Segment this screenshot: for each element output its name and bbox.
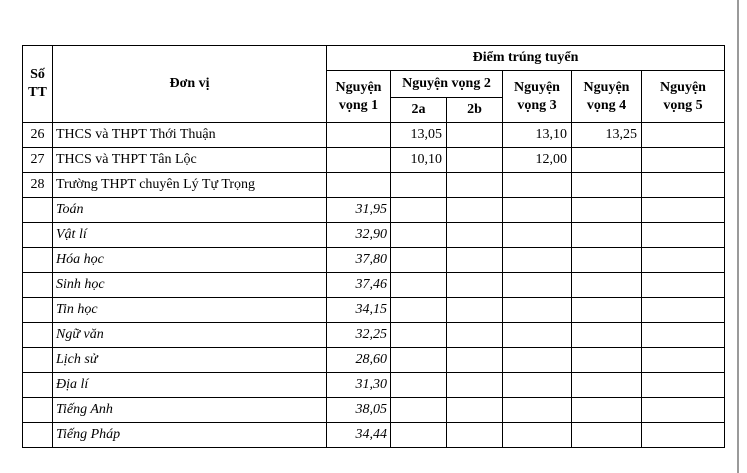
row-nv4: 13,25 bbox=[572, 123, 642, 148]
subject-row bbox=[23, 273, 725, 298]
subject-row bbox=[23, 348, 725, 373]
subject-name: Toán bbox=[53, 198, 327, 223]
row-stt-empty bbox=[23, 423, 53, 448]
row-stt-empty bbox=[23, 198, 53, 223]
page-edge bbox=[737, 0, 739, 473]
row-stt-empty bbox=[23, 398, 53, 423]
subject-nv1: 34,44 bbox=[327, 423, 391, 448]
row-stt: 28 bbox=[23, 173, 53, 198]
header-nv3: Nguyện vọng 3 bbox=[503, 71, 572, 123]
subject-name: Tiếng Anh bbox=[53, 398, 327, 423]
row-stt-empty bbox=[23, 223, 53, 248]
table-row bbox=[23, 148, 725, 173]
header-score: Điểm trúng tuyển bbox=[327, 46, 725, 71]
row-stt-empty bbox=[23, 273, 53, 298]
subject-row bbox=[23, 423, 725, 448]
subject-row bbox=[23, 298, 725, 323]
header-stt-line2: TT bbox=[28, 85, 47, 100]
subject-name: Tin học bbox=[53, 298, 327, 323]
subject-name: Địa lí bbox=[53, 373, 327, 398]
row-nv5 bbox=[642, 148, 725, 173]
subject-row bbox=[23, 198, 725, 223]
row-nv4 bbox=[572, 148, 642, 173]
row-stt-empty bbox=[23, 298, 53, 323]
row-stt-empty bbox=[23, 373, 53, 398]
row-stt: 27 bbox=[23, 148, 53, 173]
row-stt: 26 bbox=[23, 123, 53, 148]
subject-name: Tiếng Pháp bbox=[53, 423, 327, 448]
row-stt-empty bbox=[23, 248, 53, 273]
subject-row bbox=[23, 223, 725, 248]
row-nv3 bbox=[503, 173, 572, 198]
header-unit: Đơn vị bbox=[53, 46, 327, 123]
subject-name: Lịch sử bbox=[53, 348, 327, 373]
row-nv1 bbox=[327, 148, 391, 173]
row-nv1 bbox=[327, 173, 391, 198]
subject-name: Vật lí bbox=[53, 223, 327, 248]
header-nv2a: 2a bbox=[391, 98, 447, 123]
subject-nv1: 37,80 bbox=[327, 248, 391, 273]
header-nv5: Nguyện vọng 5 bbox=[642, 71, 725, 123]
header-row-1 bbox=[23, 46, 725, 71]
row-nv2b bbox=[447, 173, 503, 198]
row-nv2a bbox=[391, 173, 447, 198]
row-nv2b bbox=[447, 123, 503, 148]
admission-score-table bbox=[22, 45, 725, 448]
row-unit-name: THCS và THPT Thới Thuận bbox=[53, 123, 327, 148]
row-nv2a: 10,10 bbox=[391, 148, 447, 173]
row-unit-name: THCS và THPT Tân Lộc bbox=[53, 148, 327, 173]
subject-nv1: 37,46 bbox=[327, 273, 391, 298]
header-nv2b: 2b bbox=[447, 98, 503, 123]
header-nv4: Nguyện vọng 4 bbox=[572, 71, 642, 123]
row-stt-empty bbox=[23, 348, 53, 373]
subject-row bbox=[23, 323, 725, 348]
row-nv3: 12,00 bbox=[503, 148, 572, 173]
subject-nv1: 34,15 bbox=[327, 298, 391, 323]
row-nv3: 13,10 bbox=[503, 123, 572, 148]
row-stt-empty bbox=[23, 323, 53, 348]
row-unit-name: Trường THPT chuyên Lý Tự Trọng bbox=[53, 173, 327, 198]
subject-row bbox=[23, 398, 725, 423]
subject-nv1: 32,90 bbox=[327, 223, 391, 248]
table-row bbox=[23, 123, 725, 148]
row-nv2b bbox=[447, 148, 503, 173]
table-row bbox=[23, 173, 725, 198]
subject-row bbox=[23, 373, 725, 398]
subject-nv1: 38,05 bbox=[327, 398, 391, 423]
subject-name: Sinh học bbox=[53, 273, 327, 298]
subject-nv1: 28,60 bbox=[327, 348, 391, 373]
header-stt-line1: Số bbox=[30, 67, 45, 82]
header-nv2: Nguyện vọng 2 bbox=[391, 71, 503, 98]
row-nv5 bbox=[642, 173, 725, 198]
header-stt bbox=[23, 46, 53, 123]
subject-nv1: 31,95 bbox=[327, 198, 391, 223]
subject-nv1: 31,30 bbox=[327, 373, 391, 398]
subject-name: Ngữ văn bbox=[53, 323, 327, 348]
row-nv2a: 13,05 bbox=[391, 123, 447, 148]
subject-nv1: 32,25 bbox=[327, 323, 391, 348]
row-nv5 bbox=[642, 123, 725, 148]
row-nv4 bbox=[572, 173, 642, 198]
row-nv1 bbox=[327, 123, 391, 148]
subject-row bbox=[23, 248, 725, 273]
subject-name: Hóa học bbox=[53, 248, 327, 273]
header-nv1: Nguyện vọng 1 bbox=[327, 71, 391, 123]
